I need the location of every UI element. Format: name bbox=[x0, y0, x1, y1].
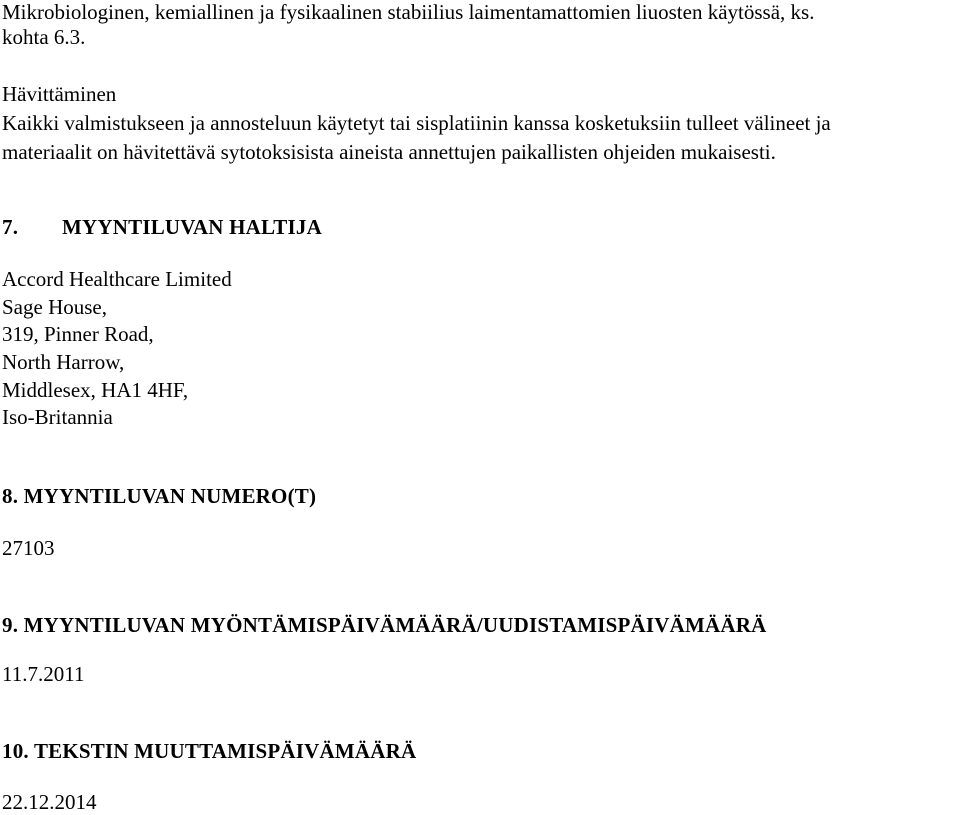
holder-address-line-1: Sage House, bbox=[2, 295, 107, 319]
holder-country: Iso-Britannia bbox=[2, 405, 113, 429]
section-10-title: TEKSTIN MUUTTAMISPÄIVÄMÄÄRÄ bbox=[33, 739, 417, 763]
section-7-heading bbox=[2, 215, 322, 240]
revision-date: 22.12.2014 bbox=[2, 790, 97, 814]
holder-address-line-4: Middlesex, HA1 4HF, bbox=[2, 378, 189, 402]
disposal-text-line-1: Kaikki valmistukseen ja annosteluun käytetyt tai sisplatiinin kanssa kosketuksiin tulleet välineet ja bbox=[2, 111, 831, 135]
section-10-number: 10. bbox=[2, 739, 29, 763]
holder-name: Accord Healthcare Limited bbox=[2, 267, 232, 291]
disposal-text-line-2: materiaalit on hävitettävä sytotoksisista aineista annettujen paikallisten ohjeiden mukaisesti. bbox=[2, 140, 776, 164]
holder-address-line-2: 319, Pinner Road, bbox=[2, 322, 154, 346]
stability-text-line-2: kohta 6.3. bbox=[2, 25, 86, 49]
section-8-heading bbox=[2, 484, 316, 509]
marketing-authorisation-number: 27103 bbox=[2, 536, 55, 560]
section-8-number: 8. bbox=[2, 484, 19, 508]
section-10-heading bbox=[2, 739, 416, 764]
section-9-number: 9. bbox=[2, 613, 19, 637]
section-9-title: MYYNTILUVAN MYÖNTÄMISPÄIVÄMÄÄRÄ/UUDISTAMISPÄIVÄMÄÄRÄ bbox=[23, 613, 767, 637]
disposal-title: Hävittäminen bbox=[2, 82, 117, 106]
authorisation-date: 11.7.2011 bbox=[2, 662, 85, 686]
section-7-number: 7. bbox=[2, 215, 19, 239]
section-8-title: MYYNTILUVAN NUMERO(T) bbox=[23, 484, 317, 508]
section-9-heading bbox=[2, 613, 766, 638]
section-7-title: MYYNTILUVAN HALTIJA bbox=[62, 215, 322, 239]
holder-address-line-3: North Harrow, bbox=[2, 350, 125, 374]
stability-text-line-1: Mikrobiologinen, kemiallinen ja fysikaalinen stabiilius laimentamattomien liuosten käytössä, ks. bbox=[2, 0, 815, 24]
